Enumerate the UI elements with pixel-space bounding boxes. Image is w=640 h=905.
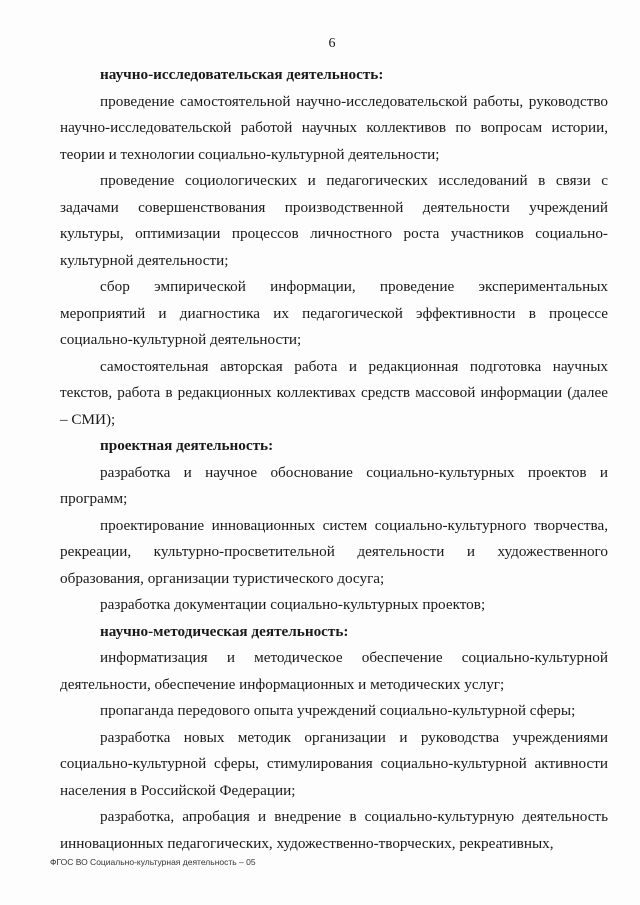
paragraph: сбор эмпирической информации, проведение экспериментальных мероприятий и диагностика их педагогической эффективности в процессе социально-культурной деятельности; <box>60 278 608 348</box>
paragraph: проведение самостоятельной научно-исследовательской работы, руководство научно-исследовательской работой научных коллективов по вопросам истории, теории и технологии социально-культурной деятельности; <box>60 92 608 163</box>
paragraph: информатизация и методическое обеспечение социально-культурной деятельности, обеспечение информационных и методических услуг; <box>60 649 608 693</box>
paragraph: разработка и научное обоснование социально-культурных проектов и программ; <box>60 463 608 507</box>
paragraph: пропаганда передового опыта учреждений социально-культурной сферы; <box>100 702 576 719</box>
section-heading-research: научно-исследовательская деятельность: <box>100 66 384 83</box>
page-footer: ФГОС ВО Социально-культурная деятельность – 05 <box>50 857 256 867</box>
paragraph: проектирование инновационных систем социально-культурного творчества, рекреации, культурно-просветительной деятельности и художественного образования, организации туристического досуга; <box>60 516 608 587</box>
paragraph: разработка, апробация и внедрение в социально-культурную деятельность инновационных педагогических, художественно-творческих, рекреативных, <box>60 808 608 852</box>
section-heading-project: проектная деятельность: <box>100 437 274 454</box>
paragraph: самостоятельная авторская работа и редакционная подготовка научных текстов, работа в редакционных коллективах средств массовой информации (далее – СМИ); <box>60 357 608 428</box>
paragraph: разработка документации социально-культурных проектов; <box>100 596 486 613</box>
paragraph: разработка новых методик организации и руководства учреждениями социально-культурной сферы, стимулирования социально-культурной активности населения в Российской Федерации; <box>60 728 608 799</box>
section-heading-methodical: научно-методическая деятельность: <box>100 622 349 640</box>
document-body <box>60 62 608 857</box>
paragraph: проведение социологических и педагогических исследований в связи с задачами совершенствования производственной деятельности учреждений культуры, оптимизации процессов личностного роста участников социально-культурной деятельности; <box>60 172 608 269</box>
page-number: 6 <box>328 36 336 51</box>
